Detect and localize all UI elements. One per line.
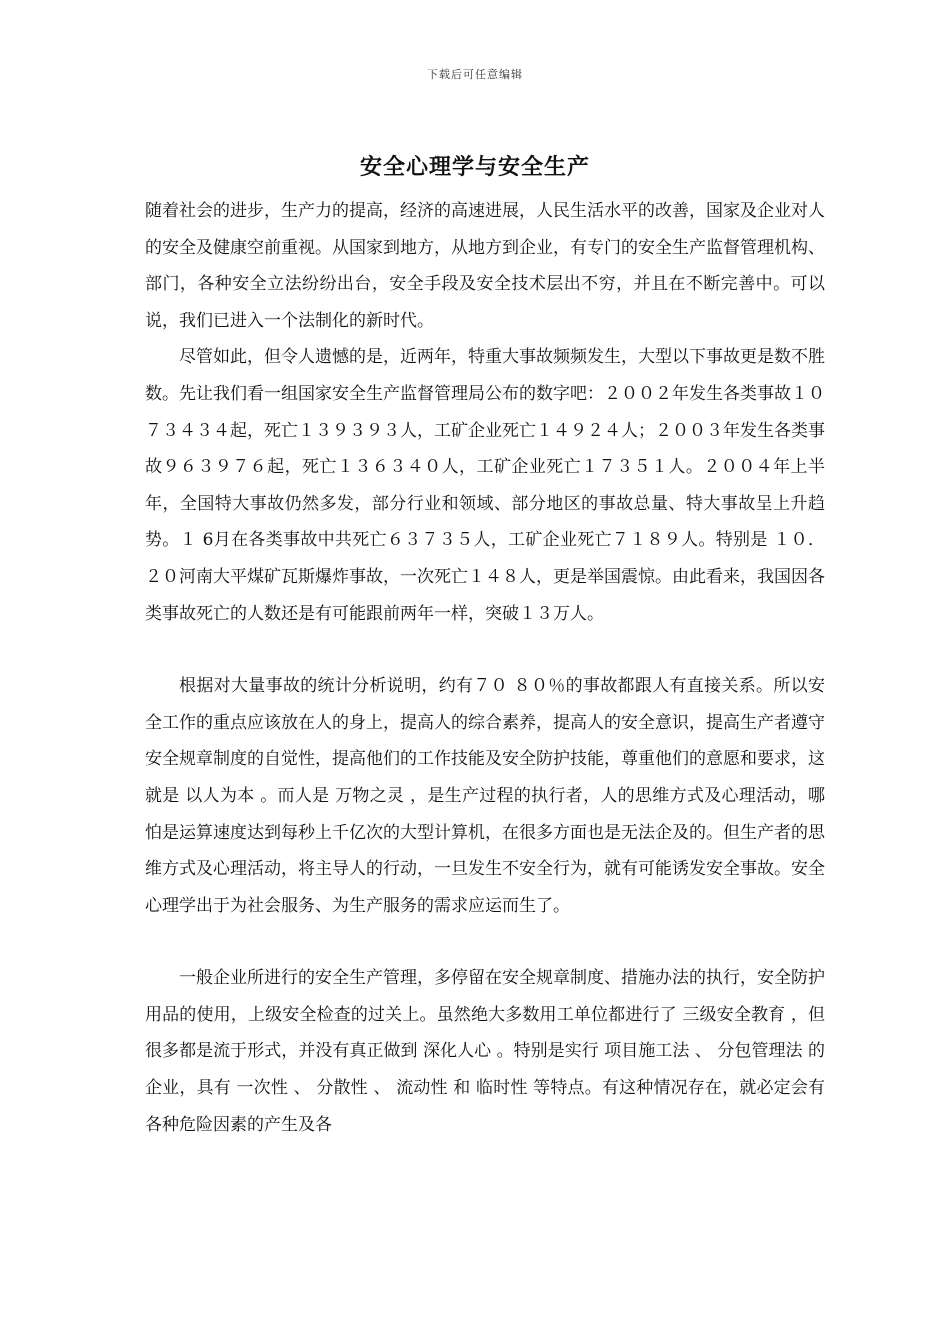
paragraph-human-factors: 根据对大量事故的统计分析说明，约有７０ ８０％的事故都跟人有直接关系。所以安全工作的重点应该放在人的身上，提高人的综合素养，提高人的安全意识，提高生产者遵守安全规章制度的自觉性，提高他们的工作技能及安全防护技能，尊重他们的意愿和要求，这就是 以人为本 。而人是 万物之灵 ，是生产过程的执行者，人的思维方式及心理活动，哪怕是运算速度达到每秒上千亿次的大型计算机，在很多方面也是无法企及的。但生产者的思维方式及心理活动，将主导人的行动，一旦发生不安全行为，就有可能诱发安全事故。安全心理学出于为社会服务、为生产服务的需求应运而生了。 bbox=[145, 676, 825, 916]
document-body bbox=[145, 193, 825, 1143]
paragraph-safety-management: 一般企业所进行的安全生产管理，多停留在安全规章制度、措施办法的执行，安全防护用品的使用，上级安全检查的过关上。虽然绝大多数用工单位都进行了 三级安全教育 ，但很多都是流于形式，并没有真正做到 深化人心 。特别是实行 项目施工法 、 分包管理法 的企业，具有 一次性 、 分散性 、 流动性 和 临时性 等特点。有这种情况存在，就必定会有各种危险因素的产生及各 bbox=[145, 968, 825, 1135]
document-title: 安全心理学与安全生产 bbox=[359, 154, 590, 180]
paragraph-accident-statistics: 尽管如此，但令人遗憾的是，近两年，特重大事故频频发生，大型以下事故更是数不胜数。先让我们看一组国家安全生产监督管理局公布的数字吧：２００２年发生各类事故１０７３４３４起，死亡１３９３９３人，工矿企业死亡１４９２４人；２００３年发生各类事故９６３９７６起，死亡１３６３４０人，工矿企业死亡１７３５１人。２００４年上半年，全国特大事故仍然多发，部分行业和领域、部分地区的事故总量、特大事故呈上升趋势。１ 6月在各类事故中共死亡６３７３５人，工矿企业死亡７１８９人。特别是 １０．２０河南大平煤矿瓦斯爆炸事故，一次死亡１４８人，更是举国震惊。由此看来，我国因各类事故死亡的人数还是有可能跟前两年一样，突破１３万人。 bbox=[145, 347, 825, 624]
paragraph-intro: 随着社会的进步，生产力的提高，经济的高速进展，人民生活水平的改善，国家及企业对人的安全及健康空前重视。从国家到地方，从地方到企业，有专门的安全生产监督管理机构、部门，各种安全立法纷纷出台，安全手段及安全技术层出不穷，并且在不断完善中。可以说，我们已进入一个法制化的新时代。 bbox=[145, 201, 825, 331]
header-note: 下载后可任意编辑 bbox=[427, 68, 523, 81]
